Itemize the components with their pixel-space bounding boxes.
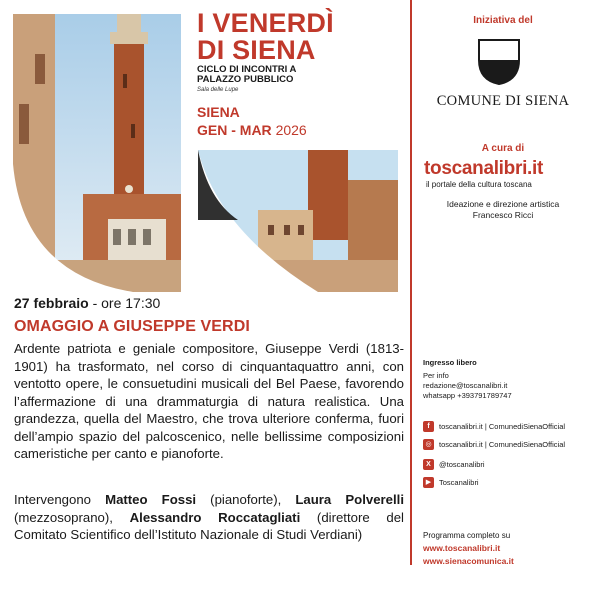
subtitle-line1: CICLO DI INCONTRI A	[197, 64, 297, 75]
instagram-icon: ◎	[423, 439, 434, 450]
social-text: toscanalibri.it | ComunediSienaOfficial	[439, 440, 566, 449]
speaker-role: (direttore del Comitato Scientifico dell’Istituto Nazionale di Studi Verdiani)	[14, 509, 404, 542]
column-divider	[410, 0, 412, 565]
curated-label: A cura di	[481, 143, 525, 154]
event-description: Ardente patriota e geniale compositore, Giuseppe Verdi (1813-1901) ha trasformato, nel corso di cinquantaquattro anni, con ventotto opere, le consuetudini musicali del Bel Paese, favorendo l’affermazione di una drammaturgia di natura realistica. Una grandezza, quella del Maestro, che trova ulteriore conferma, fuori dell’ampio spazio del palcoscenico, nelle bellissime composizioni cameristiche per canto e pianoforte.	[14, 341, 404, 461]
event-date-day: 27 febbraio	[14, 295, 89, 311]
series-title	[197, 10, 397, 64]
social-facebook[interactable]	[423, 421, 595, 432]
period	[197, 122, 307, 138]
brand-tagline: il portale della cultura toscana	[426, 180, 532, 189]
siena-shield-icon	[477, 38, 521, 86]
artistic-direction	[411, 199, 595, 221]
series-title-line1: I VENERDÌ	[197, 8, 334, 38]
speaker-name: Matteo Fossi	[105, 492, 197, 507]
piazza-del-campo-photo	[198, 150, 398, 292]
social-youtube[interactable]	[423, 477, 595, 488]
facebook-icon: f	[423, 421, 434, 432]
series-title-line2: DI SIENA	[197, 35, 316, 65]
speakers-intro: Intervengono	[14, 492, 91, 507]
director-name: Francesco Ricci	[472, 210, 534, 220]
speaker-name: Alessandro Roccatagliati	[129, 509, 301, 525]
speaker-role: (mezzosoprano),	[14, 509, 113, 525]
sienacomunica-link[interactable]: www.sienacomunica.it	[423, 556, 514, 566]
speaker-name: Laura Polverelli	[295, 492, 404, 507]
brand-logo: toscanalibri.it	[424, 158, 544, 179]
info-email[interactable]: redazione@toscanalibri.it	[423, 381, 508, 390]
torre-del-mangia-photo	[13, 14, 181, 292]
social-text: Toscanalibri	[439, 478, 479, 487]
free-entry: Ingresso libero	[423, 358, 477, 367]
subtitle-line2: PALAZZO PUBBLICO	[197, 74, 294, 85]
event-speakers	[14, 491, 404, 544]
info-label: Per info	[423, 371, 449, 380]
initiative-label: Iniziativa del	[473, 15, 533, 26]
info-whatsapp[interactable]: whatsapp +393791789747	[423, 391, 512, 400]
city: SIENA	[197, 104, 240, 120]
social-instagram[interactable]	[423, 439, 595, 450]
program-label: Programma completo su	[423, 531, 511, 540]
comune-name: COMUNE DI SIENA	[436, 93, 570, 109]
direction-label: Ideazione e direzione artistica	[446, 199, 560, 209]
toscanalibri-link[interactable]: www.toscanalibri.it	[423, 543, 501, 553]
contact-info	[423, 371, 593, 401]
x-icon: X	[423, 459, 434, 470]
venue: Sala delle Lupe	[197, 87, 239, 93]
event-date	[14, 295, 160, 311]
series-subtitle	[197, 65, 397, 85]
period-year: 2026	[275, 122, 307, 138]
social-x[interactable]	[423, 459, 595, 470]
social-text: @toscanalibri	[439, 460, 485, 469]
event-title: OMAGGIO A GIUSEPPE VERDI	[14, 318, 250, 335]
youtube-icon: ▶	[423, 477, 434, 488]
event-time: - ore 17:30	[92, 295, 161, 311]
period-months: GEN - MAR	[197, 122, 272, 138]
speaker-role: (pianoforte),	[210, 492, 282, 507]
social-text: toscanalibri.it | ComunediSienaOfficial	[439, 422, 566, 431]
